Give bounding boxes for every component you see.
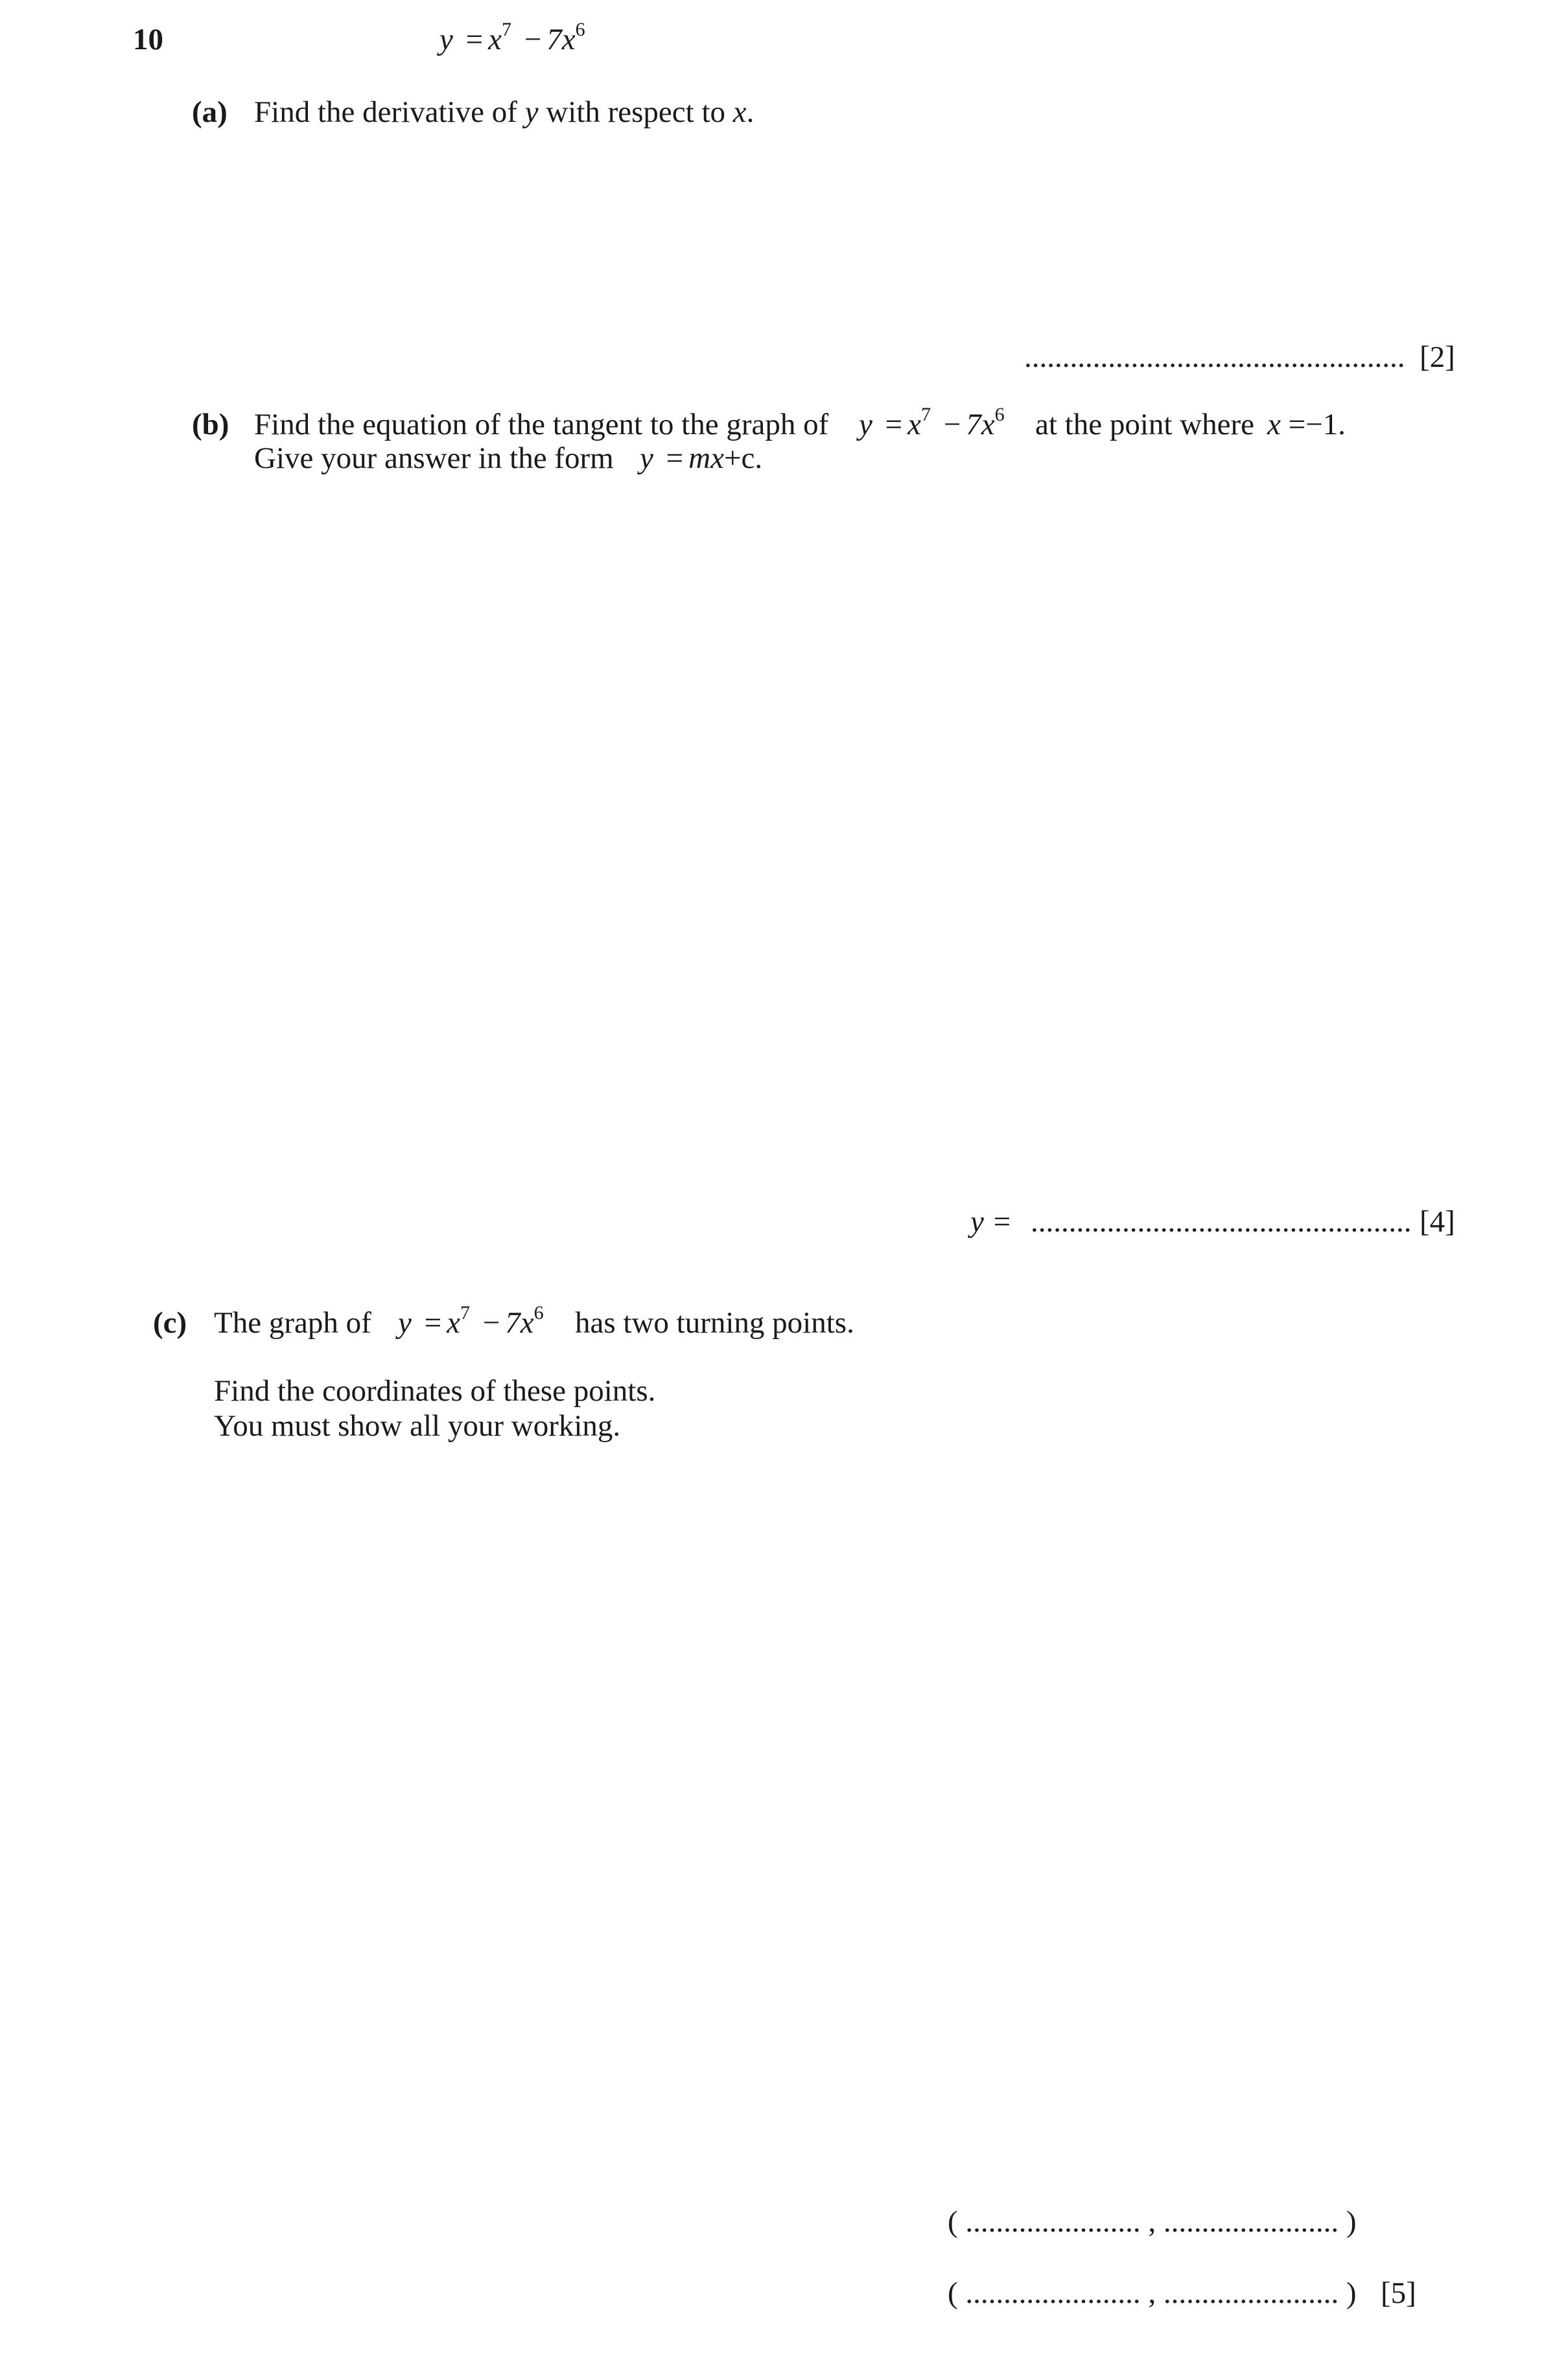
- eq-term2: 7x: [546, 23, 576, 56]
- eq-lhs: y: [439, 23, 453, 56]
- part-b-text-1: Find the equation of the tangent to the graph of: [254, 408, 829, 441]
- part-c-marks: [5]: [1381, 2276, 1416, 2310]
- eq-minus: −: [524, 23, 542, 56]
- part-b-eq-term2: 7x: [966, 408, 995, 441]
- part-b-eq-sign: =: [885, 408, 903, 441]
- part-b-point-var: x: [1267, 408, 1281, 441]
- part-a-text-2: with respect to: [538, 95, 733, 129]
- part-c-equation: [398, 1302, 544, 1340]
- part-b-answer-prefix: y =: [970, 1205, 1012, 1239]
- part-c-eq-term2-exp: 6: [533, 1302, 544, 1324]
- part-c-text-1: The graph of: [214, 1306, 371, 1340]
- eq-term1: x: [488, 23, 502, 56]
- part-a-var-y: y: [524, 95, 539, 129]
- part-b-form-y: y: [640, 441, 653, 475]
- eq-term2-exp: 6: [575, 19, 585, 41]
- part-b-eq-lhs: y: [859, 408, 872, 441]
- part-b-equation: [859, 404, 1005, 441]
- part-b-label: (b): [192, 408, 229, 441]
- part-b-form-c: c.: [741, 441, 763, 475]
- part-b-marks: [4]: [1420, 1205, 1455, 1239]
- part-b-form-plus: +: [723, 441, 742, 475]
- part-b-eq-minus: −: [943, 408, 961, 441]
- part-c-line-2: Find the coordinates of these points.: [214, 1374, 656, 1408]
- part-b-text-3: Give your answer in the form: [254, 441, 614, 475]
- part-b-eq-term2-exp: 6: [994, 404, 1005, 426]
- part-b-text-2: at the point where: [1035, 408, 1255, 441]
- part-c-eq-term1: x: [447, 1306, 461, 1340]
- part-c-eq-minus: −: [482, 1306, 500, 1340]
- part-c-line-3: You must show all your working.: [214, 1409, 621, 1443]
- eq-sign: =: [465, 23, 484, 56]
- question-number: 10: [133, 23, 163, 56]
- part-b-point: [1267, 410, 1346, 440]
- part-c-eq-lhs: y: [398, 1306, 412, 1340]
- part-b-form-eq: =: [666, 441, 684, 475]
- part-c-text-2: has two turning points.: [575, 1306, 854, 1340]
- part-a-prompt: [254, 97, 754, 128]
- part-b-answer-line[interactable]: ..................................................: [1031, 1205, 1412, 1239]
- part-b-form-mx: mx: [688, 441, 724, 475]
- part-c-label: (c): [153, 1306, 187, 1340]
- part-b-eq-term1: x: [907, 408, 922, 441]
- part-a-marks: [2]: [1420, 340, 1455, 374]
- part-c-answer-1[interactable]: ( ....................... , ....................... ): [948, 2205, 1357, 2239]
- eq-term1-exp: 7: [502, 19, 512, 41]
- part-b-point-value: −1.: [1305, 408, 1346, 441]
- part-c-eq-term2: 7x: [505, 1306, 534, 1340]
- part-b-form: [640, 443, 762, 474]
- part-c-eq-sign: =: [424, 1306, 442, 1340]
- part-b-point-eq: =: [1288, 408, 1306, 441]
- part-b-eq-term1-exp: 7: [921, 404, 931, 426]
- part-a-label: (a): [192, 95, 228, 129]
- main-equation: [439, 19, 585, 56]
- part-a-var-x: x: [732, 95, 747, 129]
- part-a-answer-line[interactable]: ..................................................: [1024, 340, 1405, 374]
- part-c-answer-2[interactable]: ( ....................... , ....................... ): [948, 2276, 1357, 2310]
- part-a-text-3: .: [746, 95, 755, 129]
- part-a-text-1: Find the derivative of: [254, 95, 525, 129]
- part-c-eq-term1-exp: 7: [460, 1302, 471, 1324]
